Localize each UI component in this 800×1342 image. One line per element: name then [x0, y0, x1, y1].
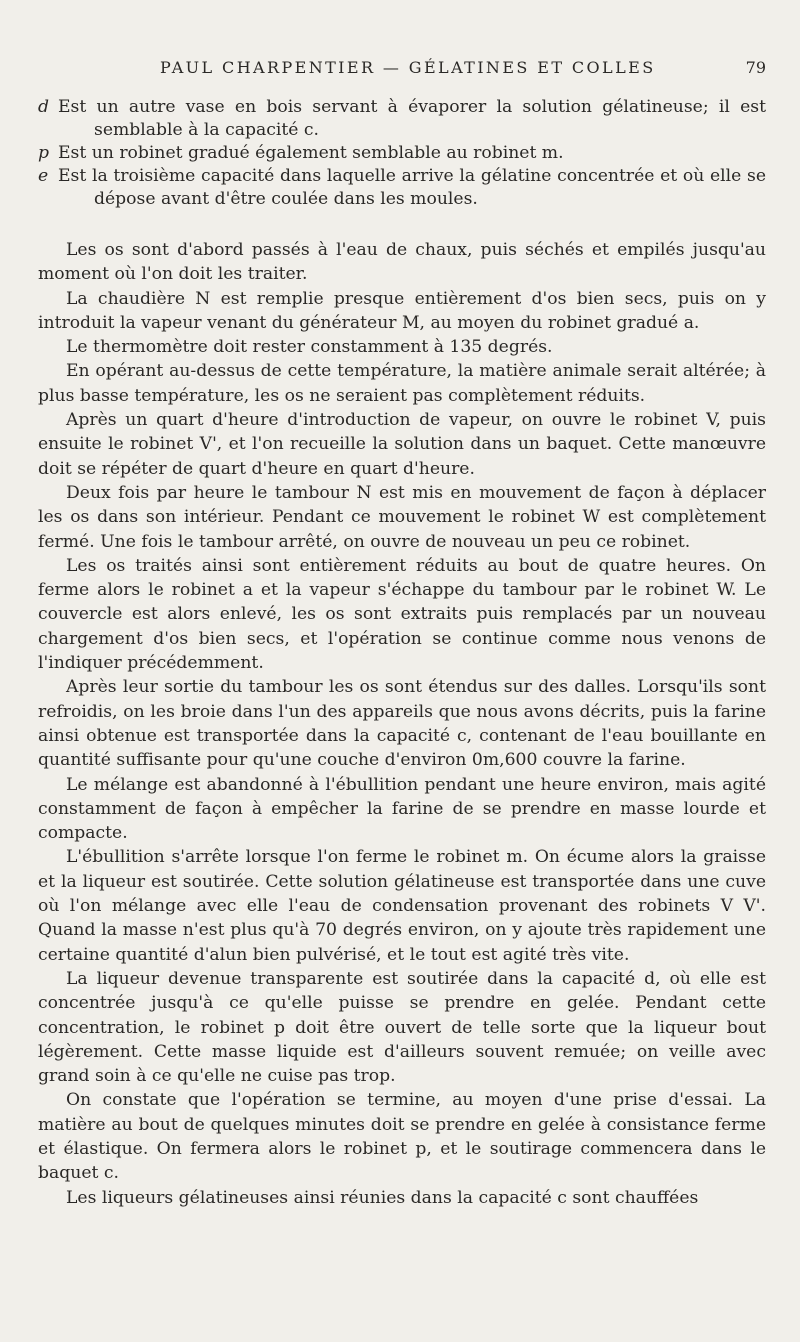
paragraph: En opérant au-dessus de cette température, la matière animale serait altérée; à plus basse température, les os ne seraient pas complètement réduits. [38, 361, 766, 406]
paragraph: Deux fois par heure le tambour N est mis en mouvement de façon à déplacer les os dans son intérieur. Pendant ce mouvement le robinet W est complètement fermé. Une fois le tambour arrêté, on ouvre de nouveau un peu ce robinet. [38, 482, 766, 552]
paragraph: La liqueur devenue transparente est soutirée dans la capacité d, où elle est concentrée jusqu'à ce qu'elle puisse se prendre en gelée. Pendant cette concentration, le robinet p doit être ouvert de telle sorte que la liqueur bout légèrement. Cette masse liquide est d'ailleurs souvent remuée; on veille avec grand soin à ce qu'elle ne cuise pas trop. [38, 968, 766, 1087]
definition-text: Est la troisième capacité dans laquelle arrive la gélatine concentrée et où elle se dépose avant d'être coulée dans les moules. [58, 166, 766, 209]
definition-letter: d [38, 97, 50, 117]
definition-item [38, 142, 766, 165]
paragraph: La chaudière N est remplie presque entièrement d'os bien secs, puis on y introduit la vapeur venant du générateur M, au moyen du robinet gradué a. [38, 288, 766, 333]
definition-item [38, 165, 766, 211]
paragraph: Les liqueurs gélatineuses ainsi réunies dans la capacité c sont chauffées [66, 1187, 699, 1208]
paragraph: Le mélange est abandonné à l'ébullition pendant une heure environ, mais agité constamment de façon à empêcher la farine de se prendre en masse lourde et compacte. [38, 774, 766, 844]
paragraph: Après un quart d'heure d'introduction de vapeur, on ouvre le robinet V, puis ensuite le robinet V', et l'on recueille la solution dans un baquet. Cette manœuvre doit se répéter de quart d'heure en quart d'heure. [38, 410, 766, 479]
paragraph: Après leur sortie du tambour les os sont étendus sur des dalles. Lorsqu'ils sont refroidis, on les broie dans l'un des appareils que nous avons décrits, puis la farine ainsi obtenue est transportée dans la capacité c, contenant de l'eau bouillante en quantité suffisante pour qu'une couche d'environ 0m,600 couvre la farine. [38, 677, 766, 771]
running-title: PAUL CHARPENTIER — GÉLATINES ET COLLES [160, 58, 656, 77]
definition-text: Est un robinet gradué également semblable au robinet m. [58, 143, 564, 163]
paragraph: Les os traités ainsi sont entièrement réduits au bout de quatre heures. On ferme alors le robinet a et la vapeur s'échappe du tambour par le robinet W. Le couvercle est alors enlevé, les os sont extraits puis remplacés par un nouveau chargement d'os bien secs, et l'opération se continue comme nous venons de l'indiquer précédemment. [38, 555, 766, 674]
definition-item [38, 96, 766, 142]
paragraph: On constate que l'opération se termine, au moyen d'une prise d'essai. La matière au bout de quelques minutes doit se prendre en gelée à consistance ferme et élastique. On fermera alors le robinet p, et le soutirage commencera dans le baquet c. [38, 1090, 766, 1184]
definition-letter: p [38, 143, 50, 163]
page-number: 79 [745, 58, 766, 77]
page-body [38, 96, 766, 1210]
paragraph: Le thermomètre doit rester constamment à 135 degrés. [66, 337, 553, 358]
definition-letter: e [38, 166, 49, 186]
definition-text: Est un autre vase en bois servant à évaporer la solution gélatineuse; il est semblable à la capacité c. [58, 97, 766, 140]
paragraph: L'ébullition s'arrête lorsque l'on ferme le robinet m. On écume alors la graisse et la liqueur est soutirée. Cette solution gélatineuse est transportée dans une cuve où l'on mélange avec elle l'eau de condensation provenant des robinets V V'. Quand la masse n'est plus qu'à 70 degrés environ, on y ajoute très rapidement une certaine quantité d'alun bien pulvérisé, et le tout est agité très vite. [38, 847, 766, 965]
paragraph: Les os sont d'abord passés à l'eau de chaux, puis séchés et empilés jusqu'au moment où l'on doit les traiter. [38, 240, 766, 285]
page-header [38, 58, 766, 82]
definition-list [38, 96, 766, 211]
